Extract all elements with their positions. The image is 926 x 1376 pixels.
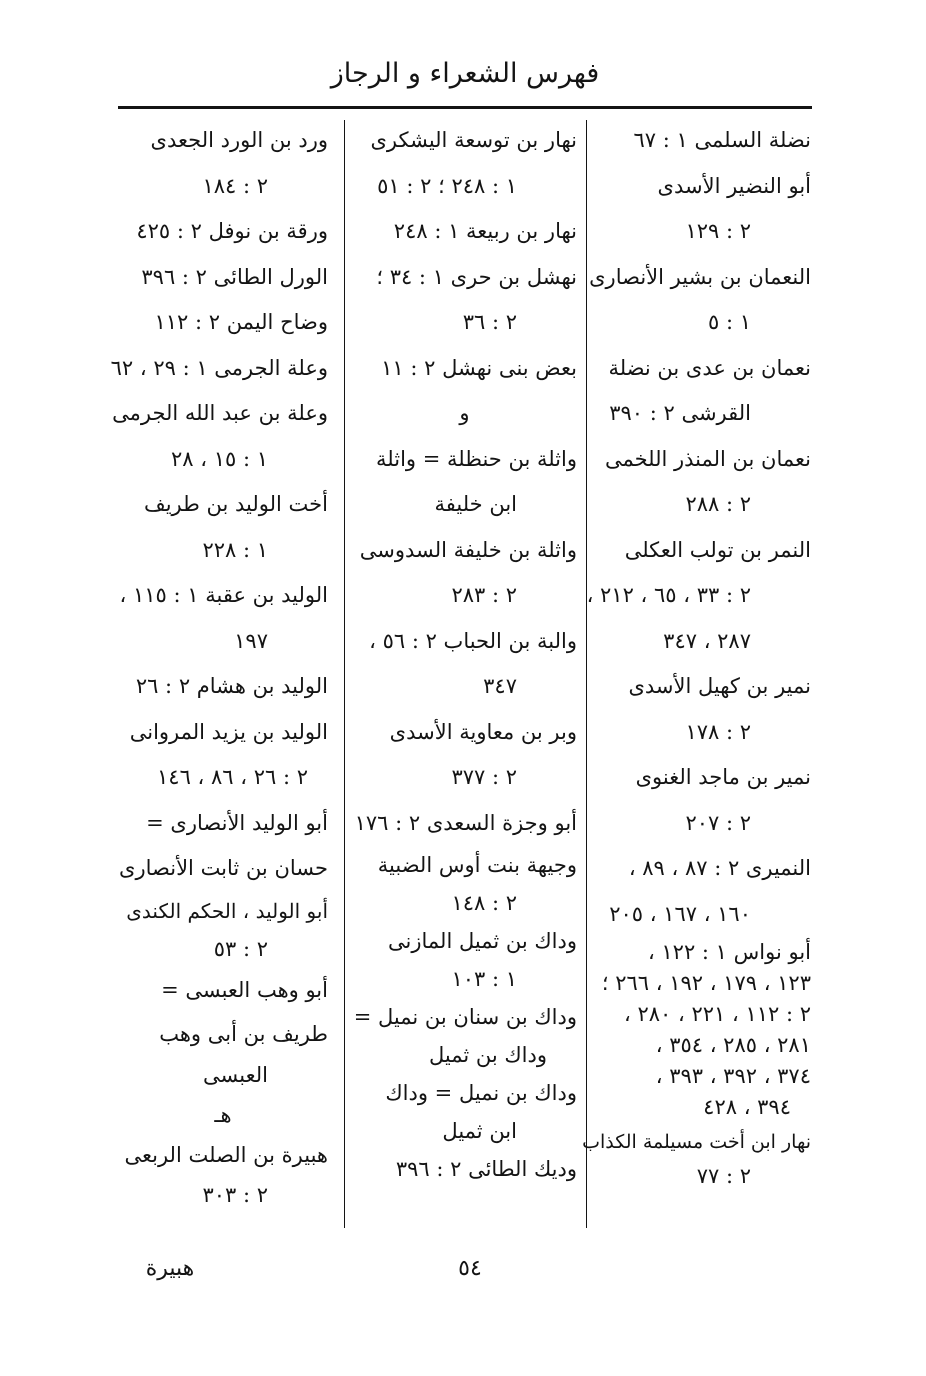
- index-line: ٢ : ١٤٨: [451, 891, 517, 915]
- index-line: نهار بن توسعة اليشكرى: [370, 128, 577, 152]
- index-line: أبو نواس ١ : ١٢٢ ،: [647, 940, 811, 964]
- index-column-left: [110, 118, 328, 1215]
- index-line: ٢ : ١٧٨: [685, 719, 751, 744]
- index-line: واثلة بن حنظلة = واثلة: [376, 446, 577, 471]
- index-line: ١ : ١٠٣: [451, 967, 517, 991]
- index-line: ٣٧٤ ، ٣٩٢ ، ٣٩٣ ،: [655, 1064, 811, 1088]
- index-line: ١٩٧: [234, 628, 268, 653]
- index-line: ابن ثميل: [442, 1119, 517, 1143]
- index-line: نعمان بن عدى بن نضلة: [608, 355, 811, 380]
- index-column-middle: [352, 118, 577, 1188]
- index-line: العبسى: [203, 1062, 268, 1087]
- index-line: طريف بن أبى وهب: [159, 1021, 328, 1046]
- index-line: أبو وهب العبسى =: [161, 977, 328, 1002]
- index-line: ٢ : ٢٨٨: [685, 492, 751, 516]
- section-letter: هـ: [214, 1102, 232, 1127]
- index-line: ٢ : ٢٠٧: [685, 810, 751, 835]
- index-line: وضاح اليمن ٢ : ١١٢: [154, 310, 328, 334]
- index-column-right: [582, 118, 811, 1191]
- index-line: الوليد بن عقبة ١ : ١١٥ ،: [119, 583, 328, 607]
- index-line: بعض بنى نهشل ٢ : ١١: [381, 355, 577, 380]
- index-line: النميرى ٢ : ٨٧ ، ٨٩ ،: [628, 856, 811, 880]
- index-line: ورد بن الورد الجعدى: [150, 128, 328, 152]
- index-line: الورل الطائى ٢ : ٣٩٦: [141, 264, 328, 289]
- index-line: أبو الوليد ، الحكم الكندى: [126, 898, 328, 923]
- index-line: ١٢٣ ، ١٧٩ ، ١٩٢ ، ٢٦٦ ؛: [601, 971, 811, 995]
- column-divider: [344, 120, 345, 1228]
- index-line: نمير بن ماجد الغنوى: [635, 765, 811, 789]
- index-line: وداك بن ثميل المازنى: [388, 929, 577, 953]
- index-line: وداك بن نميل = وداك: [385, 1081, 577, 1105]
- index-line: نمير بن كهيل الأسدى: [628, 674, 811, 698]
- index-line: ٢ : ٥٣: [213, 936, 268, 961]
- index-line: ٢٨١ ، ٢٨٥ ، ٣٥٤ ،: [655, 1033, 811, 1057]
- index-line: وداك بن سنان بن نميل =: [353, 1005, 577, 1029]
- index-line: واثلة بن خليفة السدوسى: [359, 537, 577, 562]
- index-line: ٢ : ٣٦: [462, 310, 517, 334]
- index-line: ورقة بن نوفل ٢ : ٤٢٥: [136, 219, 328, 243]
- index-line: ٣٩٤ ، ٤٢٨: [703, 1095, 791, 1119]
- index-line: نهار ابن أخت مسيلمة الكذاب: [582, 1131, 811, 1153]
- index-line: نهشل بن حرى ١ : ٣٤ ؛: [376, 264, 577, 289]
- index-line: ٢ : ١١٢ ، ٢٢١ ، ٢٨٠ ،: [624, 1002, 811, 1026]
- index-line: ٢ : ٣٧٧: [451, 765, 517, 789]
- index-line: والبة بن الحباب ٢ : ٥٦ ،: [369, 628, 577, 653]
- index-line: ٢ : ٢٨٣: [451, 583, 517, 607]
- column-divider: [586, 120, 587, 1228]
- index-line: حسان بن ثابت الأنصارى: [119, 856, 328, 880]
- index-line: ابن خليفة: [434, 492, 517, 516]
- index-line: الوليد بن يزيد المروانى: [129, 719, 328, 744]
- index-line: نهار بن ربيعة ١ : ٢٤٨: [393, 219, 577, 243]
- catchword: هبيرة: [145, 1256, 195, 1281]
- index-line: ١ : ٥: [708, 310, 751, 334]
- index-line: ٢ : ٣٣ ، ٦٥ ، ٢١٢ ،: [586, 583, 751, 607]
- index-line: ١ : ٢٤٨ ؛ ٢ : ٥١: [377, 173, 517, 198]
- index-line: ٢ : ٣٠٣: [202, 1182, 268, 1207]
- index-line: القرشى ٢ : ٣٩٠: [609, 401, 751, 425]
- index-line: ٣٤٧: [483, 674, 517, 698]
- index-line: وداك بن ثميل: [428, 1043, 547, 1067]
- index-line: أبو وجزة السعدى ٢ : ١٧٦: [354, 810, 577, 835]
- page-title: فهرس الشعراء و الرجاز: [330, 58, 600, 89]
- index-line: ٢٨٧ ، ٣٤٧: [663, 628, 751, 653]
- index-line: ٢ : ١٢٩: [685, 219, 751, 243]
- index-line: هبيرة بن الصلت الربعى: [124, 1142, 328, 1167]
- index-line: ١ : ١٥ ، ٢٨: [171, 446, 268, 471]
- index-line: أبو النضير الأسدى: [657, 173, 811, 198]
- index-line: أخت الوليد بن طريف: [143, 492, 328, 516]
- section-letter: و: [459, 401, 470, 425]
- index-line: ١ : ٢٢٨: [202, 537, 268, 562]
- index-line: ٢ : ١٨٤: [202, 173, 268, 198]
- index-line: وعلة بن عبد الله الجرمى: [112, 401, 328, 425]
- index-line: وبر بن معاوية الأسدى: [389, 719, 577, 744]
- index-line: ١٦٠ ، ١٦٧ ، ٢٠٥: [609, 901, 751, 926]
- page-number: ٥٤: [458, 1256, 482, 1281]
- header-rule: [118, 106, 812, 109]
- index-line: ٢ : ٢٦ ، ٨٦ ، ١٤٦: [157, 765, 308, 789]
- index-line: نعمان بن المنذر اللخمى: [604, 446, 811, 471]
- index-line: وعلة الجرمى ١ : ٢٩ ، ٦٢: [110, 355, 328, 380]
- index-line: وديك الطائى ٢ : ٣٩٦: [395, 1157, 577, 1181]
- index-line: أبو الوليد الأنصارى =: [146, 810, 328, 835]
- index-line: ٢ : ٧٧: [696, 1164, 751, 1188]
- index-line: نضلة السلمى ١ : ٦٧: [633, 128, 811, 152]
- index-line: الوليد بن هشام ٢ : ٢٦: [135, 674, 328, 698]
- index-line: وجيهة بنت أوس الضبية: [377, 853, 577, 877]
- index-line: النعمان بن بشير الأنصارى: [589, 264, 811, 289]
- index-line: النمر بن تولب العكلى: [624, 537, 811, 562]
